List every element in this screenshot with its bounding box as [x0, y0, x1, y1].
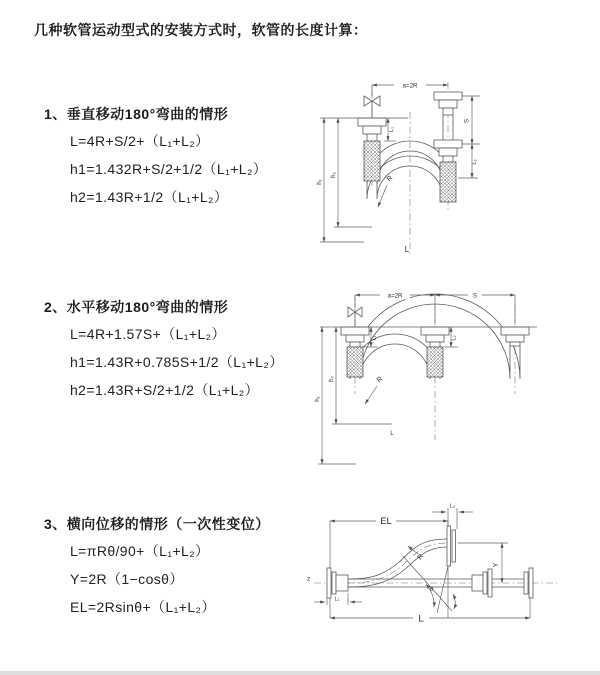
section-1-formula-h2: h2=1.43R+1/2（L₁+L₂）: [70, 189, 229, 205]
centerlines: [372, 82, 448, 256]
upper-flange-fitting: [447, 526, 456, 566]
dim-label-l2: L₂: [449, 503, 456, 510]
section-2-heading: 2、水平移动180°弯曲的情形: [44, 299, 229, 315]
radius-label: R: [385, 174, 395, 184]
dim-label-s: S: [463, 118, 471, 124]
angle-label-theta: θ: [430, 586, 434, 593]
section-2-formula-L: L=4R+1.57S+（L₁+L₂）: [70, 326, 226, 342]
middle-hose-fitting: [421, 327, 449, 377]
dim-label-h2: h₂: [330, 172, 337, 178]
valve-icon: [364, 85, 380, 118]
section-1-formula-h1: h1=1.432R+S/2+1/2（L₁+L₂）: [70, 161, 268, 177]
dim-label-el: EL: [380, 516, 392, 527]
section-3-heading: 3、横向位移的情形（一次性变位）: [44, 516, 270, 532]
section-2-formula-h1: h1=1.43R+0.785S+1/2（L₁+L₂）: [70, 354, 284, 370]
dim-label-a2r: a=2R: [402, 82, 418, 90]
braid-section: [364, 141, 380, 181]
diagram-vertical-180-bend: [312, 68, 594, 258]
page-bottom-edge: [0, 671, 600, 675]
dim-label-s: S: [472, 292, 478, 300]
length-label: L: [390, 430, 394, 437]
length-label: L: [404, 245, 410, 254]
section-2-formula-h2: h2=1.43R+S/2+1/2（L₁+L₂）: [70, 382, 260, 398]
radius-label: R: [416, 552, 426, 562]
dim-label-l2: L₂: [451, 335, 458, 341]
dim-label-h1: h₁: [314, 396, 321, 402]
dim-label-h2: h₂: [328, 376, 335, 382]
dim-label-l: L: [418, 613, 424, 625]
section-3-formula-EL: EL=2Rsinθ+（L₁+L₂）: [70, 599, 216, 615]
dim-label-l2: L₂: [472, 159, 478, 165]
diagram-lateral-displacement: [306, 498, 598, 648]
dim-label-y: Y: [493, 562, 500, 568]
section-3-formula-Y: Y=2R（1−cosθ）: [70, 571, 184, 587]
left-flange-fitting: [327, 568, 348, 598]
right-hose-fitting: [434, 92, 462, 202]
left-hose-fitting: [358, 118, 386, 181]
dim-label-l1: L₁: [389, 127, 395, 132]
page-title: 几种软管运动型式的安装方式时，软管的长度计算：: [34, 22, 368, 38]
dimension-lines: [307, 504, 530, 625]
braid-section: [440, 162, 456, 202]
braid-section: [347, 347, 363, 377]
section-3-formula-L: L=πRθ/90+（L₁+L₂）: [70, 543, 210, 559]
dim-label-l1: L₁: [371, 335, 378, 341]
right-hose-fitting: [501, 327, 529, 346]
radius-label: R: [375, 375, 385, 385]
section-1-formula-L: L=4R+S/2+（L₁+L₂）: [70, 133, 210, 149]
dim-label-l1: L₁: [334, 596, 340, 603]
dim-label-a2r: a=2R: [387, 292, 403, 300]
section-1-heading: 1、垂直移动180°弯曲的情形: [44, 106, 229, 122]
braid-section: [427, 347, 443, 377]
diagram-horizontal-180-bend: [312, 282, 594, 467]
centerlines: [314, 543, 560, 583]
datum-label-z: Z: [307, 577, 311, 583]
dim-label-h1: h₁: [316, 179, 323, 185]
